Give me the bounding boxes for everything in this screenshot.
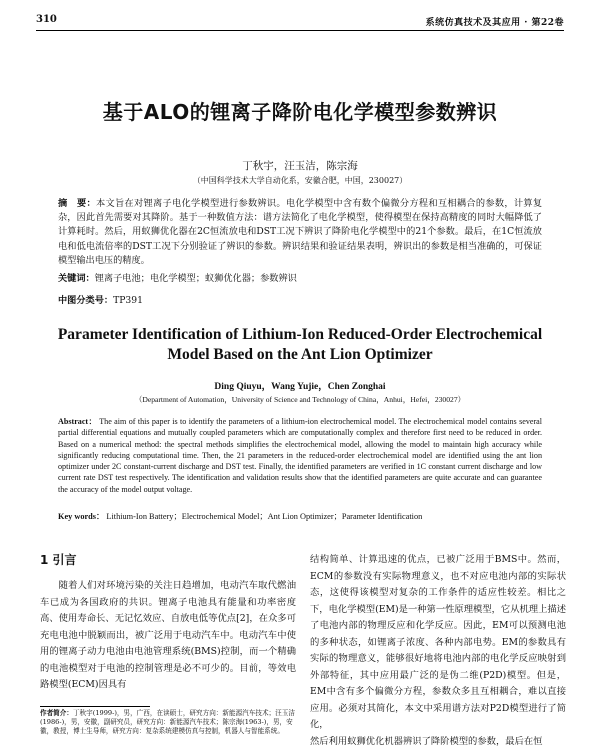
intro-paragraph-left: 随着人们对环境污染的关注日趋增加，电动汽车取代燃油车已成为各国政府的共识。锂离子电池具有能量和功率密度高、使用寿命长、无记忆效应、自放电低等优点[2]，在众多可充电电池中脱颖而出，被广泛用于电动汽车中。电动汽车中使用的锂离子动力电池由电池管理系统(BMS)控制，而一个精确的电池模型对于电池的控制管理是必不可少的。目前，等效电路模型(ECM)因具有 (40, 578, 296, 694)
english-abstract-text: The aim of this paper is to identify the parameters of a lithium-ion electrochemical model. The electrochemical model contains several partial differential equations and mutually coupled parameters which are computationally complex and therefore first need to be reduced in order. Based on a numerical method: the spectral methods simplifies the electrochemical model, allowing the model to maintain high accuracy while significantly reducing computational time. Then, the 21 parameters in the reduced-order electrochemical model are identified using the ant lion optimizer under 2C constant-current discharge and DST test. Finally, the identified parameters are verified in 1C constant current discharge and low current rate DST test respectively. The identification and validation results show that the identified parameters are quite accurate and can guarantee the accuracy of the model output voltage. (58, 417, 542, 494)
english-authors: Ding Qiuyu，Wang Yujie，Chen Zonghai (0, 378, 600, 392)
body-column-right (310, 552, 566, 750)
chinese-keywords-text: 锂离子电池；电化学模型；蚁狮优化器；参数辨识 (95, 273, 297, 284)
chinese-title: 基于ALO的锂离子降阶电化学模型参数辨识 (0, 96, 600, 125)
intro-paragraph-right: 结构简单、计算迅速的优点，已被广泛用于BMS中。然而，ECM的参数没有实际物理意义，也不对应电池内部的实际状态，这使得该模型对复杂的工作条件的适应性较差。相比之下，电化学模型(EM)是一种第一性原理模型，它从机理上描述了电池内部的物理反应和化学反应。因此，EM可以预测电池的多种状态，如锂离子浓度、各种内部电势。EM的参数具有实际的物理意义，能够很好地将电池内部的电化学反应映射到外部特征，其中应用最广泛的是伪二维(P2D)模型。但是，EM中含有多个偏微分方程，参数众多且互相耦合，难以直接应用。必须对其简化，本文中采用谱方法对P2D模型进行了简化， (310, 552, 566, 734)
footnote-label: 作者简介： (40, 709, 73, 717)
journal-running-head: 系统仿真技术及其应用 · 第22卷 (426, 15, 564, 28)
classification-value: TP391 (113, 295, 143, 306)
section-heading-introduction: 1 引言 (40, 552, 296, 568)
classification-number (58, 292, 542, 306)
classification-label: 中图分类号： (58, 295, 113, 306)
english-title: Parameter Identification of Lithium-Ion Reduced-Order Electrochemical Model Based on the Ant Lion Optimizer (40, 325, 560, 365)
english-keywords (58, 510, 542, 522)
chinese-abstract-text: 本文旨在对锂离子电化学模型进行参数辨识。电化学模型中含有数个偏微分方程和互相耦合的参数，计算复杂，因此首先需要对其降阶。基于一种数值方法：谱方法简化了电化学模型，使得模型在保持高精度的同时大幅降低了计算耗时。然后，用蚁狮优化器在2C恒流放电和DST工况下辨识了降阶电化学模型中的21个参数。最后，在1C恒流放电和低电流倍率的DST工况下分别验证了辨识的参数。辨识结果和验证结果表明，辨识出的参数是相当准确的，可保证模型输出电压的精度。 (58, 198, 542, 266)
english-abstract-label: Abstract： (58, 417, 97, 426)
chinese-abstract-label: 摘 要： (58, 198, 96, 209)
chinese-affiliation: （中国科学技术大学自动化系，安徽合肥，中国，230027） (0, 175, 600, 186)
chinese-keywords (58, 270, 542, 284)
footnote-text: 丁秋宇(1999-)，男，广西，在读硕士，研究方向：新能源汽车技术；汪玉洁(1986-)，男，安徽，副研究员，研究方向：新能源汽车技术；陈宗海(1963-)，男，安徽，教授，博士生导师，研究方向：复杂系统建模仿真与控制，机器人与智能系统。 (40, 709, 295, 735)
english-abstract (58, 416, 542, 495)
english-affiliation: （Department of Automation，University of Science and Technology of China，Anhui，Hefei，230027） (0, 394, 600, 405)
english-keywords-label: Key words： (58, 512, 104, 521)
author-footnote (40, 709, 296, 736)
header-rule (36, 30, 564, 31)
page-number: 310 (36, 14, 57, 25)
intro-paragraph-right-continued: 然后利用蚁狮优化机器辨识了降阶模型的参数，最后在恒 (310, 734, 566, 750)
body-column-left (40, 552, 296, 694)
chinese-keywords-label: 关键词： (58, 273, 95, 284)
footnote-rule (40, 706, 150, 707)
english-keywords-text: Lithium-Ion Battery；Electrochemical Model；Ant Lion Optimizer；Parameter Identification (106, 512, 422, 521)
chinese-authors: 丁秋宇，汪玉洁，陈宗海 (0, 158, 600, 173)
chinese-abstract (58, 197, 542, 268)
